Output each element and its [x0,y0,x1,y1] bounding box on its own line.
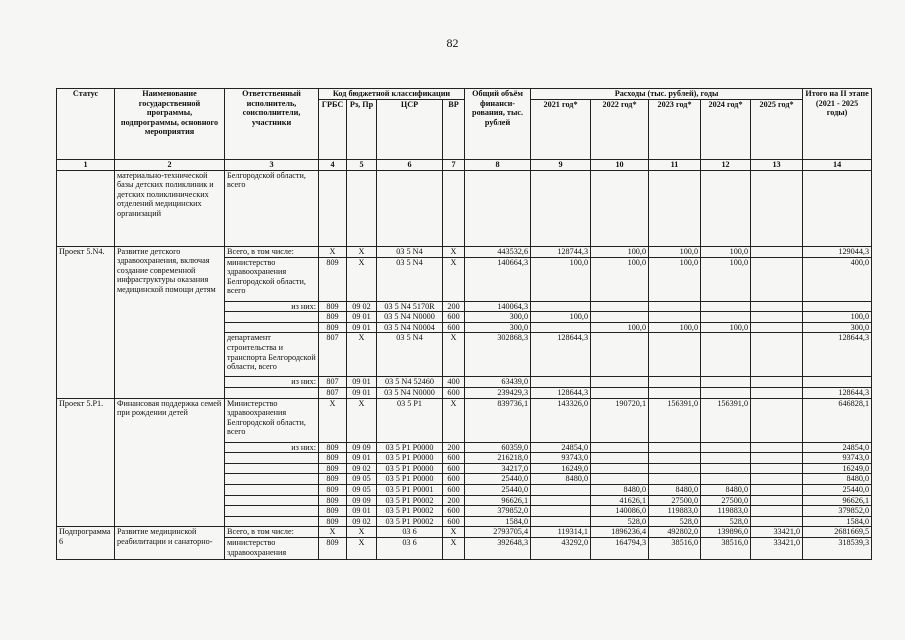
cell-responsible: Всего, в том числе: [225,527,319,538]
cell-stage: 400,0 [803,257,872,301]
cell-stage: 128644,3 [803,387,872,398]
cell-grbs: 809 [319,538,347,560]
cell-responsible [225,453,319,464]
cell-vr: 600 [443,484,465,495]
cell-y2025 [751,398,803,442]
cell-stage: 2681669,5 [803,527,872,538]
cell-vr: X [443,398,465,442]
cell-y2022 [591,463,649,474]
cell-y2024: 139896,0 [701,527,751,538]
cell-y2024 [701,312,751,323]
cell-total: 2793705,4 [465,527,531,538]
cell-total: 96626,1 [465,495,531,506]
column-number: 6 [377,159,443,170]
cell-vr: 200 [443,301,465,312]
cell-y2022: 8480,0 [591,484,649,495]
budget-table-body [57,159,872,560]
cell-vr: 400 [443,377,465,388]
cell-y2023 [649,301,701,312]
cell-responsible: из них: [225,377,319,388]
cell-y2024 [701,453,751,464]
cell-grbs: 807 [319,333,347,377]
cell-csr: 03 5 N4 [377,333,443,377]
cell-stage [803,170,872,246]
cell-y2022: 190720,1 [591,398,649,442]
table-row [57,398,872,442]
cell-y2021 [531,495,591,506]
column-number: 3 [225,159,319,170]
cell-y2024: 156391,0 [701,398,751,442]
cell-responsible: министерство здравоохранения Белгородской области, всего [225,257,319,301]
cell-stage: 1584,0 [803,516,872,527]
cell-csr: 03 5 N4 5170R [377,301,443,312]
cell-y2021 [531,377,591,388]
header-total: Общий объём финанси-рования, тыс. рублей [465,89,531,160]
cell-csr: 03 6 [377,538,443,560]
cell-y2021 [531,170,591,246]
cell-vr: 600 [443,387,465,398]
cell-vr: X [443,527,465,538]
cell-y2025 [751,495,803,506]
cell-y2021 [531,322,591,333]
cell-vr: 600 [443,322,465,333]
column-number: 12 [701,159,751,170]
cell-grbs: 809 [319,463,347,474]
cell-y2023: 8480,0 [649,484,701,495]
cell-y2022: 1896236,4 [591,527,649,538]
cell-grbs: 809 [319,474,347,485]
cell-rz: 09 01 [347,387,377,398]
cell-status [57,170,115,246]
cell-stage [803,377,872,388]
column-number-row [57,159,872,170]
cell-y2021: 100,0 [531,312,591,323]
header-responsible: Ответственный исполнитель, соисполнители, участники [225,89,319,160]
cell-y2023 [649,333,701,377]
cell-responsible [225,506,319,517]
cell-grbs: 809 [319,506,347,517]
cell-stage: 8480,0 [803,474,872,485]
cell-y2025 [751,377,803,388]
cell-y2021: 128644,3 [531,333,591,377]
cell-total: 839736,1 [465,398,531,442]
cell-rz: 09 01 [347,506,377,517]
cell-total: 392648,3 [465,538,531,560]
cell-y2023: 528,0 [649,516,701,527]
cell-y2025 [751,442,803,453]
cell-y2023: 27500,0 [649,495,701,506]
cell-csr: 03 5 P1 P0000 [377,463,443,474]
cell-vr [443,170,465,246]
cell-csr: 03 5 N4 N0000 [377,312,443,323]
header-grbs: ГРБС [319,99,347,159]
column-number: 11 [649,159,701,170]
cell-vr: 600 [443,453,465,464]
cell-y2025 [751,246,803,257]
cell-y2023: 492802,0 [649,527,701,538]
cell-vr: 600 [443,312,465,323]
cell-responsible [225,474,319,485]
cell-csr: 03 5 P1 P0002 [377,516,443,527]
cell-grbs: 809 [319,257,347,301]
cell-grbs: X [319,527,347,538]
cell-total: 216218,0 [465,453,531,464]
cell-csr: 03 6 [377,527,443,538]
cell-responsible [225,463,319,474]
table-row [57,246,872,257]
header-budget-code: Код бюджетной классификации [319,89,465,100]
cell-y2023 [649,387,701,398]
cell-responsible [225,312,319,323]
cell-y2021: 100,0 [531,257,591,301]
cell-grbs: 809 [319,484,347,495]
cell-total: 239429,3 [465,387,531,398]
header-csr: ЦСР [377,99,443,159]
cell-vr: 200 [443,442,465,453]
cell-y2021: 93743,0 [531,453,591,464]
cell-y2021 [531,484,591,495]
cell-y2024: 100,0 [701,322,751,333]
cell-y2021: 119314,1 [531,527,591,538]
header-name: Наименование государственной программы, подпрограммы, основного мероприятия [115,89,225,160]
cell-y2025: 33421,0 [751,538,803,560]
cell-grbs: 807 [319,377,347,388]
table-row [57,170,872,246]
cell-y2025 [751,170,803,246]
cell-y2024 [701,333,751,377]
cell-grbs: 809 [319,453,347,464]
cell-stage: 100,0 [803,312,872,323]
cell-grbs: 809 [319,442,347,453]
cell-rz: 09 01 [347,377,377,388]
column-number: 2 [115,159,225,170]
cell-csr: 03 5 P1 P0000 [377,442,443,453]
cell-y2025 [751,257,803,301]
cell-vr: 600 [443,506,465,517]
cell-grbs: 809 [319,312,347,323]
cell-y2022: 528,0 [591,516,649,527]
cell-y2023: 38516,0 [649,538,701,560]
cell-y2022: 140086,0 [591,506,649,517]
cell-grbs: 809 [319,495,347,506]
cell-vr: X [443,538,465,560]
cell-total: 140064,3 [465,301,531,312]
column-number: 7 [443,159,465,170]
column-number: 13 [751,159,803,170]
header-2023: 2023 год* [649,99,701,159]
cell-stage [803,301,872,312]
cell-rz: 09 01 [347,453,377,464]
cell-y2024: 119883,0 [701,506,751,517]
cell-total [465,170,531,246]
cell-rz: 09 09 [347,442,377,453]
cell-y2024 [701,301,751,312]
cell-responsible: Всего, в том числе: [225,246,319,257]
cell-y2024: 8480,0 [701,484,751,495]
cell-rz: X [347,257,377,301]
cell-y2024: 38516,0 [701,538,751,560]
cell-name: Развитие медицинской реабилитации и санаторно- [115,527,225,560]
cell-rz: X [347,538,377,560]
cell-y2024 [701,442,751,453]
cell-rz: 09 02 [347,463,377,474]
budget-table [56,88,872,560]
cell-stage: 24854,0 [803,442,872,453]
cell-responsible: из них: [225,442,319,453]
cell-responsible [225,484,319,495]
cell-rz: X [347,398,377,442]
cell-y2021: 8480,0 [531,474,591,485]
header-2021: 2021 год* [531,99,591,159]
cell-csr: 03 5 N4 [377,246,443,257]
column-number: 14 [803,159,872,170]
cell-responsible: министерство здравоохранения [225,538,319,560]
cell-total: 63439,0 [465,377,531,388]
cell-y2024 [701,387,751,398]
cell-y2025 [751,387,803,398]
cell-y2021: 128744,3 [531,246,591,257]
cell-vr: 600 [443,474,465,485]
cell-grbs: 809 [319,322,347,333]
cell-y2023 [649,170,701,246]
cell-csr: 03 5 N4 52460 [377,377,443,388]
header-stage-total: Итого на II этапе (2021 - 2025 годы) [803,89,872,160]
table-row [57,527,872,538]
cell-y2023: 119883,0 [649,506,701,517]
cell-grbs: 807 [319,387,347,398]
cell-y2023 [649,377,701,388]
cell-y2021 [531,516,591,527]
cell-total: 60359,0 [465,442,531,453]
cell-rz: X [347,527,377,538]
column-number: 10 [591,159,649,170]
cell-y2024: 27500,0 [701,495,751,506]
cell-stage: 318539,3 [803,538,872,560]
cell-stage: 300,0 [803,322,872,333]
cell-y2023: 100,0 [649,246,701,257]
cell-grbs: 809 [319,301,347,312]
cell-rz: 09 05 [347,474,377,485]
cell-y2024 [701,377,751,388]
cell-responsible [225,387,319,398]
cell-vr: X [443,333,465,377]
cell-responsible: департамент строительства и транспорта Белгородской области, всего [225,333,319,377]
cell-y2025 [751,516,803,527]
cell-csr: 03 5 P1 [377,398,443,442]
cell-csr: 03 5 N4 N0000 [377,387,443,398]
cell-y2024 [701,463,751,474]
cell-vr: X [443,257,465,301]
cell-y2025: 33421,0 [751,527,803,538]
cell-rz: X [347,246,377,257]
cell-total: 140664,3 [465,257,531,301]
cell-stage: 16249,0 [803,463,872,474]
cell-y2022 [591,442,649,453]
cell-y2025 [751,484,803,495]
cell-total: 302868,3 [465,333,531,377]
cell-responsible [225,322,319,333]
page-number: 82 [446,36,459,50]
cell-y2021: 24854,0 [531,442,591,453]
cell-responsible [225,516,319,527]
header-2022: 2022 год* [591,99,649,159]
cell-total: 379852,0 [465,506,531,517]
cell-y2024: 100,0 [701,246,751,257]
cell-total: 443532,6 [465,246,531,257]
cell-csr: 03 5 P1 P0001 [377,484,443,495]
cell-y2022 [591,377,649,388]
cell-y2025 [751,322,803,333]
cell-y2025 [751,463,803,474]
cell-y2023: 100,0 [649,257,701,301]
column-number: 1 [57,159,115,170]
cell-y2025 [751,312,803,323]
cell-responsible: из них: [225,301,319,312]
cell-responsible [225,495,319,506]
cell-y2023 [649,463,701,474]
cell-y2025 [751,301,803,312]
cell-total: 300,0 [465,312,531,323]
cell-vr: X [443,246,465,257]
cell-y2021: 43292,0 [531,538,591,560]
cell-grbs: X [319,246,347,257]
cell-rz [347,170,377,246]
cell-csr: 03 5 P1 P0000 [377,474,443,485]
cell-y2022 [591,453,649,464]
column-number: 4 [319,159,347,170]
cell-y2025 [751,453,803,464]
cell-y2025 [751,506,803,517]
cell-total: 25440,0 [465,484,531,495]
cell-grbs: X [319,398,347,442]
cell-csr: 03 5 P1 P0002 [377,495,443,506]
cell-y2022: 164794,3 [591,538,649,560]
cell-y2023 [649,474,701,485]
header-status: Статус [57,89,115,160]
cell-y2024: 100,0 [701,257,751,301]
cell-y2022 [591,333,649,377]
cell-y2022 [591,387,649,398]
cell-y2021: 16249,0 [531,463,591,474]
cell-name: Финансовая поддержка семей при рождении детей [115,398,225,527]
cell-y2023 [649,442,701,453]
cell-y2024: 528,0 [701,516,751,527]
header-vr: ВР [443,99,465,159]
cell-name: Развитие детского здравоохранения, включая создание современной инфраструктуры оказания медицинской помощи детям [115,246,225,398]
cell-y2022: 100,0 [591,246,649,257]
header-2024: 2024 год* [701,99,751,159]
cell-y2021: 128644,3 [531,387,591,398]
cell-csr: 03 5 P1 P0000 [377,453,443,464]
cell-y2022 [591,474,649,485]
cell-rz: 09 02 [347,516,377,527]
column-number: 5 [347,159,377,170]
cell-status: Проект 5.P1. [57,398,115,527]
cell-vr: 600 [443,516,465,527]
header-2025: 2025 год* [751,99,803,159]
cell-y2022: 100,0 [591,257,649,301]
cell-stage: 379852,0 [803,506,872,517]
cell-rz: 09 09 [347,495,377,506]
cell-y2023 [649,453,701,464]
cell-total: 34217,0 [465,463,531,474]
cell-y2023: 100,0 [649,322,701,333]
cell-rz: X [347,333,377,377]
cell-stage: 129044,3 [803,246,872,257]
column-number: 8 [465,159,531,170]
cell-stage: 25440,0 [803,484,872,495]
cell-y2022 [591,312,649,323]
cell-vr: 600 [443,463,465,474]
cell-stage: 646828,1 [803,398,872,442]
header-rzpr: Рз, Пр [347,99,377,159]
cell-stage: 128644,3 [803,333,872,377]
cell-grbs [319,170,347,246]
cell-rz: 09 01 [347,312,377,323]
cell-status: Проект 5.N4. [57,246,115,398]
cell-y2022: 41626,1 [591,495,649,506]
cell-responsible: Белгородской области, всего [225,170,319,246]
cell-y2022 [591,301,649,312]
cell-csr: 03 5 P1 P0002 [377,506,443,517]
cell-y2021 [531,301,591,312]
cell-rz: 09 01 [347,322,377,333]
cell-y2024 [701,170,751,246]
cell-vr: 200 [443,495,465,506]
cell-csr [377,170,443,246]
cell-y2022: 100,0 [591,322,649,333]
cell-name: материально-технической базы детских поликлиник и детских поликлинических отделений медицинских организаций [115,170,225,246]
cell-csr: 03 5 N4 N0004 [377,322,443,333]
cell-rz: 09 05 [347,484,377,495]
cell-total: 1584,0 [465,516,531,527]
header-expenses: Расходы (тыс. рублей), годы [531,89,803,100]
cell-grbs: 809 [319,516,347,527]
cell-y2025 [751,333,803,377]
cell-responsible: Министерство здравоохранения Белгородской области, всего [225,398,319,442]
cell-csr: 03 5 N4 [377,257,443,301]
cell-y2023 [649,312,701,323]
cell-y2023: 156391,0 [649,398,701,442]
cell-stage: 96626,1 [803,495,872,506]
cell-y2022 [591,170,649,246]
cell-y2021: 143326,0 [531,398,591,442]
cell-total: 25440,0 [465,474,531,485]
cell-total: 300,0 [465,322,531,333]
column-number: 9 [531,159,591,170]
cell-y2025 [751,474,803,485]
cell-stage: 93743,0 [803,453,872,464]
cell-status: Подпрограмма 6 [57,527,115,560]
cell-rz: 09 02 [347,301,377,312]
cell-y2024 [701,474,751,485]
cell-y2021 [531,506,591,517]
